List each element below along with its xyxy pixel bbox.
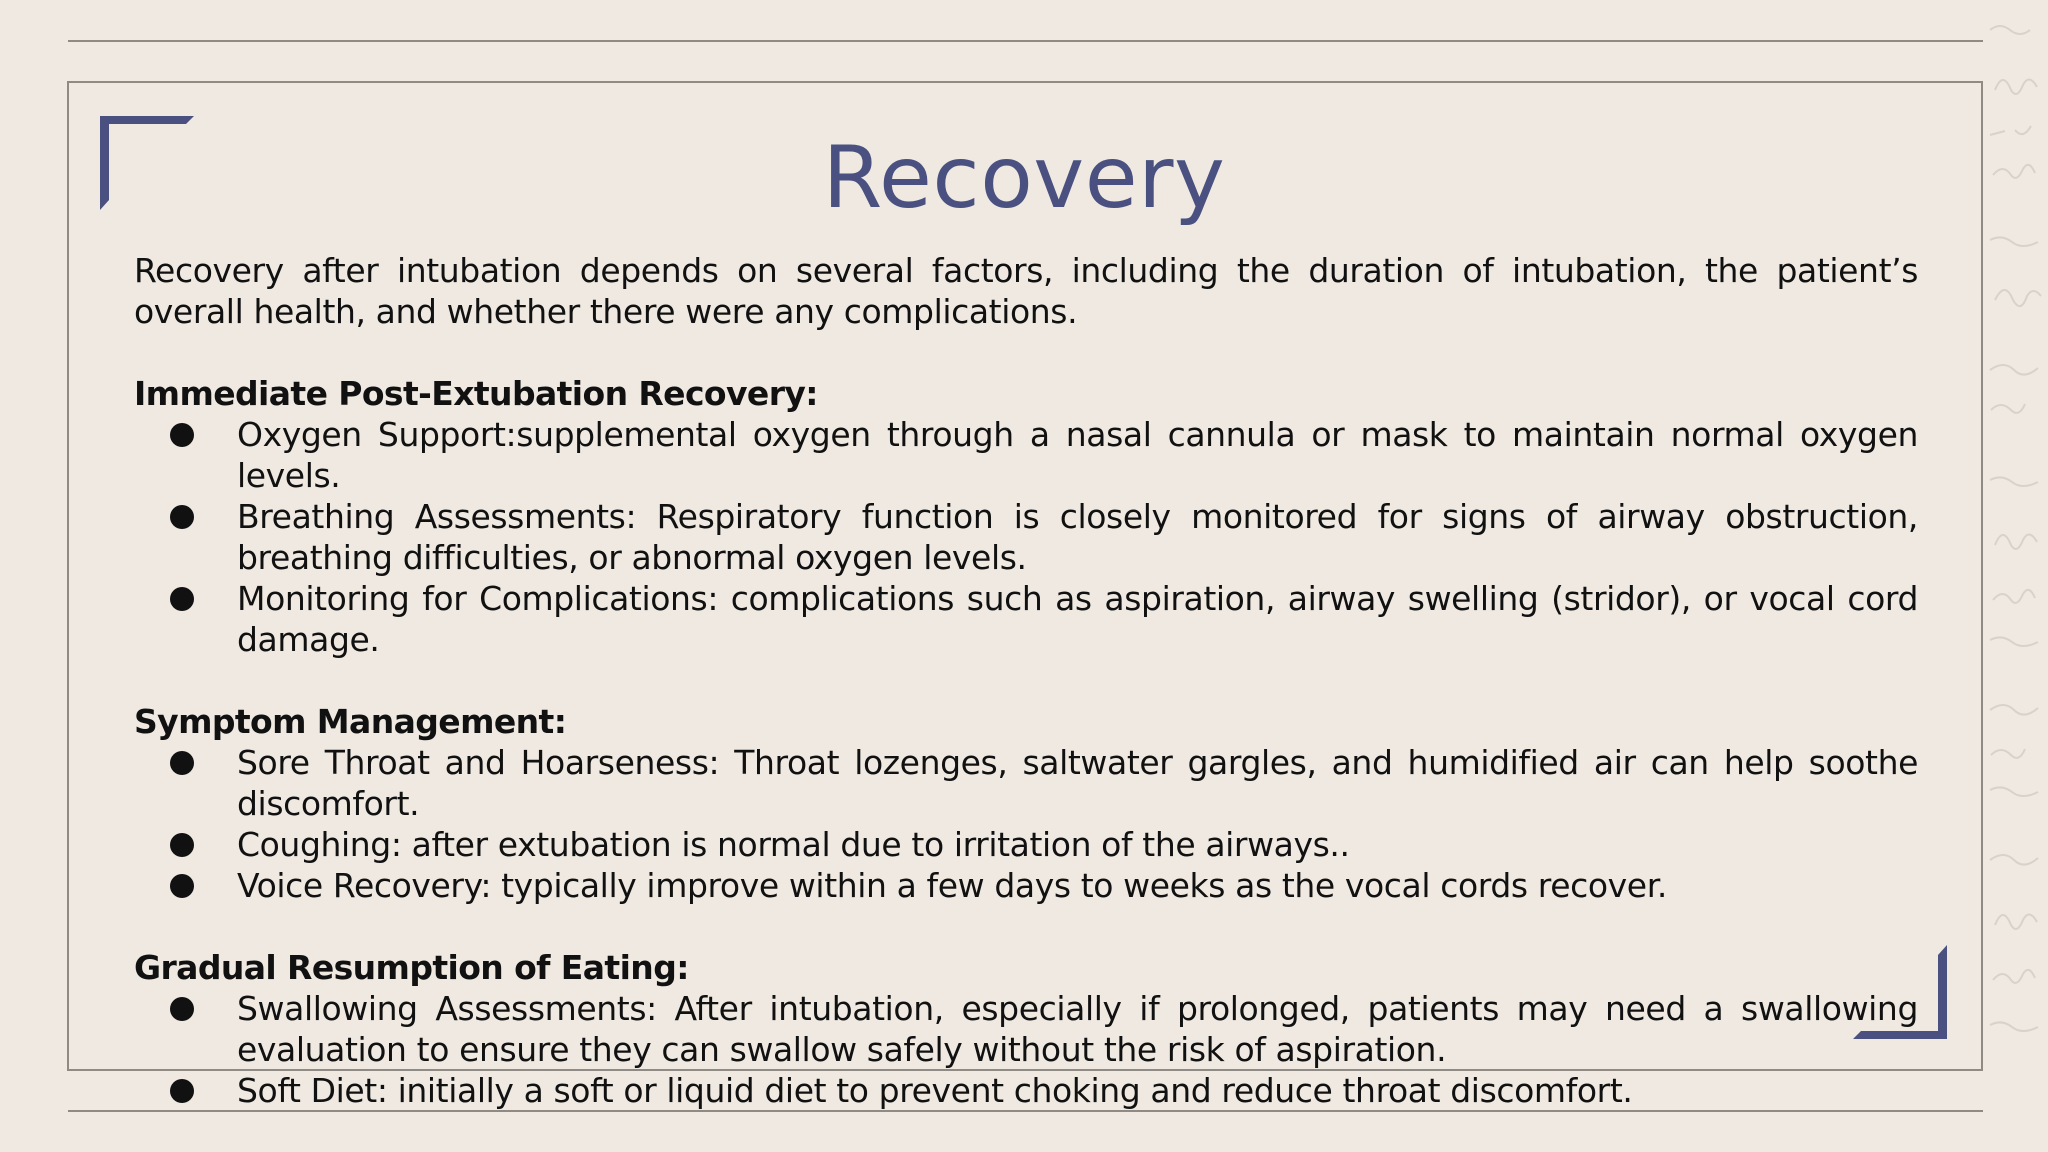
list-item-text: Sore Throat and Hoarseness: Throat lozenges, saltwater gargles, and humidified air can help soothe discomfort. [237, 743, 1918, 823]
slide-title: Recovery [822, 128, 1226, 228]
bullet-icon [170, 997, 194, 1021]
list-item-text: Swallowing Assessments: After intubation, especially if prolonged, patients may need a swallowing evaluation to ensure they can swallow safely without the risk of aspiration. [237, 989, 1918, 1069]
section-heading: Symptom Management: [134, 702, 567, 741]
bullet-icon [170, 587, 194, 611]
list-item-text: Breathing Assessments: Respiratory function is closely monitored for signs of airway obstruction, breathing difficulties, or abnormal oxygen levels. [237, 497, 1918, 577]
list-item-text: Voice Recovery: typically improve within a few days to weeks as the vocal cords recover. [237, 866, 1667, 905]
bottom-divider-line [68, 1110, 1983, 1112]
bullet-list [134, 414, 1918, 660]
list-item-text: Monitoring for Complications: complications such as aspiration, airway swelling (stridor), or vocal cord damage. [237, 579, 1918, 659]
list-item-text: Coughing: after extubation is normal due to irritation of the airways.. [237, 825, 1350, 864]
list-item [134, 496, 1918, 578]
list-item [134, 414, 1918, 496]
bullet-icon [170, 423, 194, 447]
bullet-icon [170, 505, 194, 529]
top-divider-line [68, 40, 1983, 42]
list-item-text: Soft Diet: initially a soft or liquid diet to prevent choking and reduce throat discomfort. [237, 1071, 1633, 1110]
list-item [134, 824, 1918, 865]
list-item [134, 578, 1918, 660]
section-heading: Immediate Post-Extubation Recovery: [134, 374, 818, 413]
list-item [134, 1070, 1918, 1111]
list-item [134, 742, 1918, 824]
section-symptom-management [134, 701, 1918, 906]
list-item [134, 988, 1918, 1070]
slide-body [134, 250, 1918, 1111]
section-gradual-eating [134, 947, 1918, 1111]
section-immediate-recovery [134, 373, 1918, 660]
bullet-list [134, 988, 1918, 1111]
list-item [134, 865, 1918, 906]
bullet-icon [170, 751, 194, 775]
section-heading: Gradual Resumption of Eating: [134, 948, 689, 987]
intro-paragraph: Recovery after intubation depends on several factors, including the duration of intubation, the patient’s overall health, and whether there were any complications. [134, 251, 1918, 331]
bullet-icon [170, 874, 194, 898]
bullet-icon [170, 1079, 194, 1103]
bullet-icon [170, 833, 194, 857]
bullet-list [134, 742, 1918, 906]
list-item-text: Oxygen Support:supplemental oxygen through a nasal cannula or mask to maintain normal oxygen levels. [237, 415, 1918, 495]
